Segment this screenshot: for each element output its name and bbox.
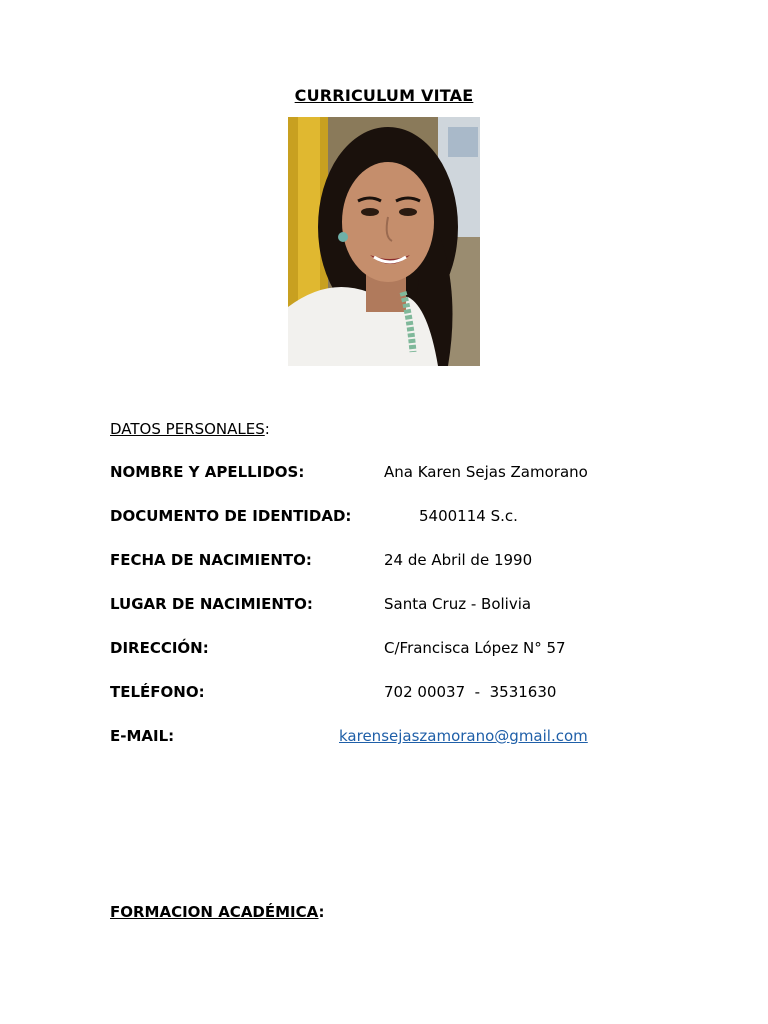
field-name	[110, 463, 670, 483]
personal-heading-text: DATOS PERSONALES	[110, 420, 265, 438]
section-heading-academic	[110, 903, 325, 921]
field-phone-label: TELÉFONO:	[110, 683, 205, 701]
section-heading-personal	[110, 420, 270, 438]
field-birth-place	[110, 595, 670, 615]
field-birth-place-label: LUGAR DE NACIMIENTO:	[110, 595, 313, 613]
field-phone-value: 702 00037 - 3531630	[384, 683, 557, 701]
field-id-document	[110, 507, 670, 527]
field-email-label: E-MAIL:	[110, 727, 175, 745]
profile-photo	[288, 117, 480, 366]
field-id-document-label: DOCUMENTO DE IDENTIDAD:	[110, 507, 352, 525]
email-link[interactable]: karensejaszamorano@gmail.com	[339, 727, 588, 745]
academic-heading-colon: :	[318, 903, 325, 921]
field-email	[110, 727, 670, 747]
field-name-value: Ana Karen Sejas Zamorano	[384, 463, 588, 481]
field-birth-date-label: FECHA DE NACIMIENTO:	[110, 551, 312, 569]
field-id-document-value: 5400114 S.c.	[419, 507, 518, 525]
field-birth-place-value: Santa Cruz - Bolivia	[384, 595, 532, 613]
field-address	[110, 639, 670, 659]
portrait-photo-icon	[288, 117, 480, 366]
personal-heading-colon: :	[264, 420, 270, 438]
field-name-label: NOMBRE Y APELLIDOS:	[110, 463, 305, 481]
field-address-value: C/Francisca López N° 57	[384, 639, 566, 657]
page-title: CURRICULUM VITAE	[294, 86, 474, 105]
field-address-label: DIRECCIÓN:	[110, 639, 209, 657]
field-phone	[110, 683, 670, 703]
field-birth-date-value: 24 de Abril de 1990	[384, 551, 533, 569]
academic-heading-text: FORMACION ACADÉMICA	[110, 903, 319, 921]
field-birth-date	[110, 551, 670, 571]
